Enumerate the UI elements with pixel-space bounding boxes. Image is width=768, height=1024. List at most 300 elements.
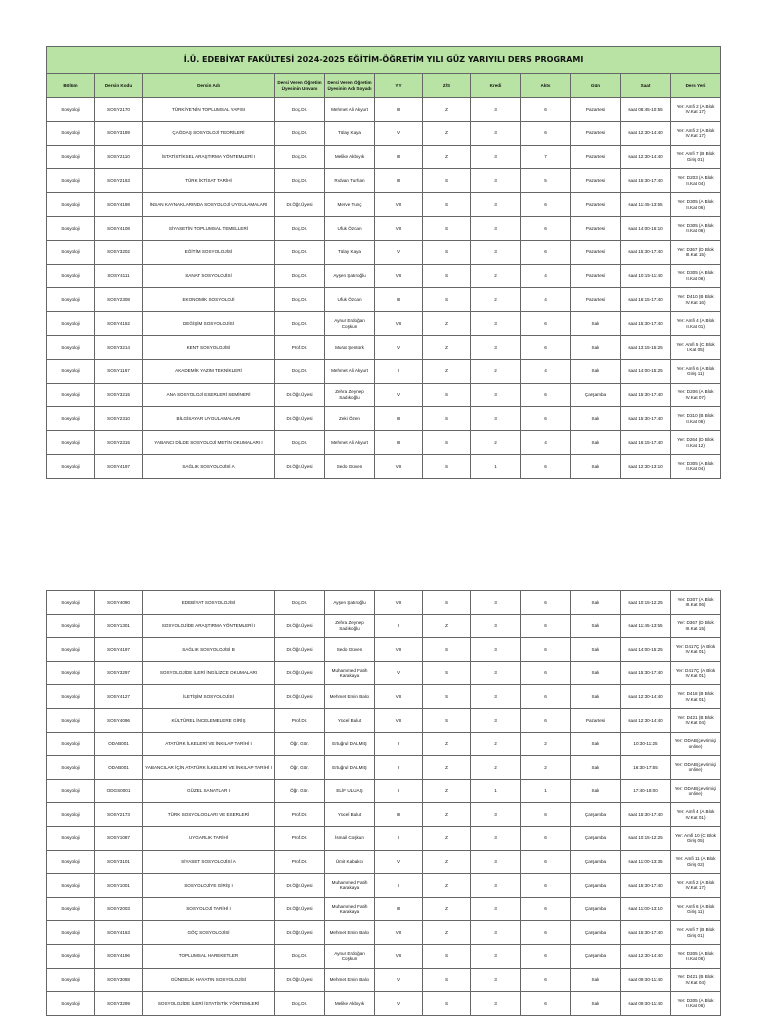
cell-ects: 6 bbox=[521, 407, 571, 431]
table-row bbox=[47, 661, 721, 685]
cell-time: saat 15:30-17:40 bbox=[621, 407, 671, 431]
cell-instructor-name: Mehmet Emin Balcı bbox=[325, 968, 375, 992]
cell-semester: VII bbox=[375, 921, 423, 945]
cell-ects: 4 bbox=[521, 288, 571, 312]
cell-course-name: DEĞİŞİM SOSYOLOJİSİ bbox=[143, 312, 275, 336]
column-header-instructor-title: Dersi Veren Öğretim Üyesinin Unvanı bbox=[275, 74, 325, 98]
table-row bbox=[47, 264, 721, 288]
table-row bbox=[47, 169, 721, 193]
table-row bbox=[47, 921, 721, 945]
cell-course-code: ODAB001 bbox=[95, 732, 143, 756]
cell-department: Sosyoloji bbox=[47, 921, 95, 945]
cell-semester: VII bbox=[375, 591, 423, 615]
cell-course-code: SOSY3088 bbox=[95, 968, 143, 992]
cell-instructor-name: Mehmet Ali Akyurt bbox=[325, 431, 375, 455]
cell-department: Sosyoloji bbox=[47, 874, 95, 898]
cell-day: Çarşamba bbox=[571, 874, 621, 898]
cell-course-name: EKONOMİK SOSYOLOJİ bbox=[143, 288, 275, 312]
cell-course-name: İLETİŞİM SOSYOLOJİSİ bbox=[143, 685, 275, 709]
cell-course-code: SOSY4152 bbox=[95, 312, 143, 336]
cell-ects: 6 bbox=[521, 614, 571, 638]
cell-course-code: SOSY3101 bbox=[95, 850, 143, 874]
table-row bbox=[47, 708, 721, 732]
cell-type: S bbox=[423, 968, 471, 992]
cell-time: saat 14:00-15:25 bbox=[621, 638, 671, 662]
cell-time: saat 11:45-13:55 bbox=[621, 193, 671, 217]
cell-ects: 6 bbox=[521, 708, 571, 732]
cell-instructor-title: Dr.Öğr.Üyesi bbox=[275, 897, 325, 921]
cell-instructor-title: Doç.Dr. bbox=[275, 992, 325, 1016]
cell-day: Çarşamba bbox=[571, 383, 621, 407]
cell-semester: I bbox=[375, 614, 423, 638]
cell-time: saat 16:15-17:40 bbox=[621, 288, 671, 312]
cell-department: Sosyoloji bbox=[47, 335, 95, 359]
cell-semester: III bbox=[375, 169, 423, 193]
cell-instructor-name: Muhammed Fatih Karakaya bbox=[325, 661, 375, 685]
cell-department: Sosyoloji bbox=[47, 383, 95, 407]
cell-department: Sosyoloji bbox=[47, 826, 95, 850]
cell-location: Yer: D421 (B Blok IV.Kat 04) bbox=[671, 968, 721, 992]
cell-semester: V bbox=[375, 850, 423, 874]
cell-day: Salı bbox=[571, 431, 621, 455]
cell-location: Yer: D417Ç (A Blok IV.Kat 01) bbox=[671, 638, 721, 662]
cell-semester: I bbox=[375, 359, 423, 383]
schedule-table-page-2 bbox=[46, 590, 721, 1016]
cell-location: Yer: D305 (A Blok II.Kat 06) bbox=[671, 193, 721, 217]
cell-time: saat 14:00-15:25 bbox=[621, 359, 671, 383]
cell-credit: 3 bbox=[471, 383, 521, 407]
cell-course-name: TÜRK İKTİSAT TARİHİ bbox=[143, 169, 275, 193]
cell-day: Çarşamba bbox=[571, 803, 621, 827]
cell-course-code: SOSY1167 bbox=[95, 359, 143, 383]
cell-location: Yer: Amfi 6 (A Blok Giriş 11) bbox=[671, 359, 721, 383]
cell-instructor-name: Ayşen Şatıroğlu bbox=[325, 591, 375, 615]
cell-department: Sosyoloji bbox=[47, 312, 95, 336]
cell-credit: 3 bbox=[471, 638, 521, 662]
cell-credit: 2 bbox=[471, 431, 521, 455]
cell-ects: 6 bbox=[521, 803, 571, 827]
cell-time: saat 12:30-14:40 bbox=[621, 121, 671, 145]
cell-semester: III bbox=[375, 897, 423, 921]
cell-day: Pazartesi bbox=[571, 288, 621, 312]
cell-instructor-title: Dr.Öğr.Üyesi bbox=[275, 193, 325, 217]
cell-location: Yer: ODAB(çevrimiçi online) bbox=[671, 779, 721, 803]
cell-department: Sosyoloji bbox=[47, 850, 95, 874]
cell-ects: 6 bbox=[521, 335, 571, 359]
cell-instructor-name: Yücel Bulut bbox=[325, 803, 375, 827]
cell-semester: III bbox=[375, 407, 423, 431]
cell-course-name: GÜNDELİK HAYATIN SOSYOLOJİSİ bbox=[143, 968, 275, 992]
cell-ects: 2 bbox=[521, 732, 571, 756]
cell-credit: 3 bbox=[471, 614, 521, 638]
cell-day: Pazartesi bbox=[571, 121, 621, 145]
cell-semester: VII bbox=[375, 454, 423, 478]
cell-location: Yer: ODAB(çevrimiçi online) bbox=[671, 756, 721, 780]
cell-type: Z bbox=[423, 98, 471, 122]
table-row bbox=[47, 944, 721, 968]
cell-instructor-name: Ayşen Şatıroğlu bbox=[325, 264, 375, 288]
cell-credit: 3 bbox=[471, 826, 521, 850]
cell-ects: 6 bbox=[521, 591, 571, 615]
cell-semester: VII bbox=[375, 685, 423, 709]
cell-course-name: SOSYOLOJİYE GİRİŞ I bbox=[143, 874, 275, 898]
cell-course-name: BİLGİSAYAR UYGULAMALARI bbox=[143, 407, 275, 431]
cell-course-name: GÜZEL SANATLAR I bbox=[143, 779, 275, 803]
column-header-semester: YY bbox=[375, 74, 423, 98]
cell-credit: 3 bbox=[471, 169, 521, 193]
cell-type: S bbox=[423, 944, 471, 968]
cell-course-code: SOSY4108 bbox=[95, 216, 143, 240]
cell-location: Yer: D305 (A Blok II.Kat 06) bbox=[671, 944, 721, 968]
cell-semester: VII bbox=[375, 638, 423, 662]
cell-time: saat 09:30-11:40 bbox=[621, 992, 671, 1016]
header-row bbox=[47, 74, 721, 98]
cell-instructor-title: Doç.Dr. bbox=[275, 240, 325, 264]
cell-department: Sosyoloji bbox=[47, 169, 95, 193]
table-row bbox=[47, 359, 721, 383]
cell-ects: 6 bbox=[521, 121, 571, 145]
cell-location: Yer: Amfi 4 (A Blok II.Kat 01) bbox=[671, 312, 721, 336]
cell-semester: V bbox=[375, 661, 423, 685]
cell-ects: 6 bbox=[521, 98, 571, 122]
cell-credit: 3 bbox=[471, 216, 521, 240]
table-row bbox=[47, 431, 721, 455]
cell-course-code: SOSY4127 bbox=[95, 685, 143, 709]
cell-department: Sosyoloji bbox=[47, 264, 95, 288]
table-body bbox=[47, 591, 721, 1016]
cell-course-code: ODGS0001 bbox=[95, 779, 143, 803]
cell-time: saat 15:30-17:40 bbox=[621, 874, 671, 898]
cell-ects: 6 bbox=[521, 638, 571, 662]
cell-course-name: EDEBİYAT SOSYOLOJİSİ bbox=[143, 591, 275, 615]
cell-ects: 6 bbox=[521, 826, 571, 850]
table-row bbox=[47, 685, 721, 709]
cell-location: Yer: D367 (D Blok III.Kat 15) bbox=[671, 240, 721, 264]
cell-instructor-name: Muhammed Fatih Karakaya bbox=[325, 874, 375, 898]
cell-course-code: SOSY4198 bbox=[95, 193, 143, 217]
cell-department: Sosyoloji bbox=[47, 661, 95, 685]
cell-day: Pazartesi bbox=[571, 708, 621, 732]
cell-location: Yer: D206 (A Blok IV.Kat 07) bbox=[671, 383, 721, 407]
cell-location: Yer: ODAB(çevrimiçi online) bbox=[671, 732, 721, 756]
cell-ects: 1 bbox=[521, 779, 571, 803]
cell-instructor-name: Ertuğrul DALMIŞ bbox=[325, 732, 375, 756]
cell-location: Yer: Amfi 7 (B Blok Giriş 01) bbox=[671, 921, 721, 945]
cell-ects: 6 bbox=[521, 874, 571, 898]
cell-credit: 2 bbox=[471, 359, 521, 383]
cell-course-code: SOSY4197 bbox=[95, 454, 143, 478]
cell-ects: 6 bbox=[521, 240, 571, 264]
table-row bbox=[47, 193, 721, 217]
cell-ects: 6 bbox=[521, 193, 571, 217]
cell-course-name: GÖÇ SOSYOLOJİSİ bbox=[143, 921, 275, 945]
cell-course-name: YABANCI DİLDE SOSYOLOJİ METİN OKUMALARI I bbox=[143, 431, 275, 455]
cell-day: Salı bbox=[571, 407, 621, 431]
table-row bbox=[47, 240, 721, 264]
cell-credit: 3 bbox=[471, 312, 521, 336]
cell-type: S bbox=[423, 193, 471, 217]
cell-time: saat 12:30-14:40 bbox=[621, 145, 671, 169]
table-row bbox=[47, 850, 721, 874]
cell-department: Sosyoloji bbox=[47, 992, 95, 1016]
cell-day: Pazartesi bbox=[571, 216, 621, 240]
cell-semester: VII bbox=[375, 312, 423, 336]
cell-instructor-name: Melike Akbıyık bbox=[325, 992, 375, 1016]
cell-type: S bbox=[423, 288, 471, 312]
cell-semester: III bbox=[375, 803, 423, 827]
cell-course-code: SOSY4090 bbox=[95, 591, 143, 615]
cell-course-name: ATATÜRK İLKELERİ VE İNKILAP TARİHİ I bbox=[143, 732, 275, 756]
cell-location: Yer: D305 (A Blok II.Kat 06) bbox=[671, 264, 721, 288]
cell-instructor-name: Aynur Erdoğan Coşkun bbox=[325, 944, 375, 968]
cell-location: Yer: D305 (A Blok II.Kat 06) bbox=[671, 992, 721, 1016]
cell-course-code: SOSY1301 bbox=[95, 614, 143, 638]
cell-time: saat 12:30-14:40 bbox=[621, 685, 671, 709]
cell-day: Salı bbox=[571, 454, 621, 478]
cell-credit: 2 bbox=[471, 756, 521, 780]
cell-department: Sosyoloji bbox=[47, 685, 95, 709]
cell-semester: I bbox=[375, 874, 423, 898]
cell-type: Z bbox=[423, 779, 471, 803]
cell-location: Yer: Amfi 2 (A Blok IV.Kat 17) bbox=[671, 874, 721, 898]
schedule-title: İ.Ü. EDEBİYAT FAKÜLTESİ 2024-2025 EĞİTİM-ÖĞRETİM YILI GÜZ YARIYILI DERS PROGRAMI bbox=[47, 47, 721, 74]
cell-credit: 3 bbox=[471, 708, 521, 732]
cell-time: 16:30-17:55 bbox=[621, 756, 671, 780]
cell-location: Yer: D418 (B Blok IV.Kat 01) bbox=[671, 685, 721, 709]
cell-instructor-name: Melike Akbıyık bbox=[325, 145, 375, 169]
cell-time: saat 15:30-17:40 bbox=[621, 312, 671, 336]
cell-time: saat 15:30-17:40 bbox=[621, 803, 671, 827]
cell-course-code: SOSY4163 bbox=[95, 921, 143, 945]
table-row bbox=[47, 756, 721, 780]
cell-type: S bbox=[423, 992, 471, 1016]
cell-course-name: KENT SOSYOLOJİSİ bbox=[143, 335, 275, 359]
cell-department: Sosyoloji bbox=[47, 968, 95, 992]
table-row bbox=[47, 992, 721, 1016]
cell-department: Sosyoloji bbox=[47, 614, 95, 638]
cell-course-code: SOSY2315 bbox=[95, 431, 143, 455]
cell-location: Yer: D305 (A Blok II.Kat 06) bbox=[671, 216, 721, 240]
cell-instructor-name: Zehra Zeynep Sadıkoğlu bbox=[325, 383, 375, 407]
cell-instructor-title: Doç.Dr. bbox=[275, 169, 325, 193]
cell-instructor-title: Doç.Dr. bbox=[275, 312, 325, 336]
cell-time: saat 12:30-14:40 bbox=[621, 944, 671, 968]
cell-type: S bbox=[423, 383, 471, 407]
cell-course-name: SİYASETİN TOPLUMSAL TEMELLERİ bbox=[143, 216, 275, 240]
cell-instructor-name: Murat Şentürk bbox=[325, 335, 375, 359]
cell-ects: 4 bbox=[521, 431, 571, 455]
column-header-ects: Akts bbox=[521, 74, 571, 98]
table-row bbox=[47, 826, 721, 850]
cell-type: S bbox=[423, 216, 471, 240]
cell-time: saat 16:15-17:40 bbox=[621, 431, 671, 455]
cell-time: saat 12:30-13:10 bbox=[621, 454, 671, 478]
cell-time: saat 12:30-14:40 bbox=[621, 708, 671, 732]
cell-day: Salı bbox=[571, 968, 621, 992]
cell-semester: VII bbox=[375, 216, 423, 240]
cell-credit: 1 bbox=[471, 454, 521, 478]
cell-ects: 6 bbox=[521, 921, 571, 945]
cell-instructor-name: Zeki Özen bbox=[325, 407, 375, 431]
cell-instructor-title: Doç.Dr. bbox=[275, 121, 325, 145]
cell-course-code: SOSY4197 bbox=[95, 638, 143, 662]
cell-type: Z bbox=[423, 732, 471, 756]
cell-course-code: SOSY4096 bbox=[95, 708, 143, 732]
cell-instructor-title: Dr.Öğr.Üyesi bbox=[275, 968, 325, 992]
cell-credit: 3 bbox=[471, 944, 521, 968]
column-header-credit: Kredi bbox=[471, 74, 521, 98]
cell-instructor-title: Doç.Dr. bbox=[275, 98, 325, 122]
cell-department: Sosyoloji bbox=[47, 708, 95, 732]
cell-instructor-name: Ufuk Özcan bbox=[325, 216, 375, 240]
cell-day: Pazartesi bbox=[571, 145, 621, 169]
cell-department: Sosyoloji bbox=[47, 732, 95, 756]
cell-course-name: SOSYOLOJİ TARİHİ I bbox=[143, 897, 275, 921]
cell-instructor-name: Tülay Kaya bbox=[325, 240, 375, 264]
cell-credit: 3 bbox=[471, 874, 521, 898]
column-header-course-code: Dersin Kodu bbox=[95, 74, 143, 98]
cell-location: Yer: Amfi 6 (A Blok Giriş 11) bbox=[671, 897, 721, 921]
cell-department: Sosyoloji bbox=[47, 407, 95, 431]
cell-ects: 6 bbox=[521, 685, 571, 709]
cell-course-code: SOSY2110 bbox=[95, 145, 143, 169]
cell-location: Yer: D310 (B Blok II.Kat 06) bbox=[671, 407, 721, 431]
table-row bbox=[47, 874, 721, 898]
cell-course-name: TÜRKİYE'NİN TOPLUMSAL YAPISI bbox=[143, 98, 275, 122]
cell-day: Salı bbox=[571, 756, 621, 780]
cell-department: Sosyoloji bbox=[47, 756, 95, 780]
cell-department: Sosyoloji bbox=[47, 288, 95, 312]
cell-course-name: TÜRK SOSYOLOGLARI VE ESERLERİ bbox=[143, 803, 275, 827]
cell-instructor-name: Mehmet Ali Akyurt bbox=[325, 98, 375, 122]
cell-type: Z bbox=[423, 614, 471, 638]
cell-credit: 3 bbox=[471, 803, 521, 827]
cell-type: Z bbox=[423, 803, 471, 827]
cell-day: Pazartesi bbox=[571, 240, 621, 264]
cell-instructor-title: Öğr. Gör. bbox=[275, 732, 325, 756]
cell-department: Sosyoloji bbox=[47, 591, 95, 615]
cell-instructor-title: Prof.Dr. bbox=[275, 708, 325, 732]
cell-semester: V bbox=[375, 240, 423, 264]
cell-instructor-name: Ertuğrul DALMIŞ bbox=[325, 756, 375, 780]
cell-ects: 6 bbox=[521, 897, 571, 921]
cell-instructor-title: Prof.Dr. bbox=[275, 803, 325, 827]
column-header-day: Gün bbox=[571, 74, 621, 98]
cell-instructor-name: Merve Tunç bbox=[325, 193, 375, 217]
cell-credit: 3 bbox=[471, 335, 521, 359]
cell-day: Çarşamba bbox=[571, 897, 621, 921]
cell-instructor-title: Doç.Dr. bbox=[275, 288, 325, 312]
cell-type: S bbox=[423, 685, 471, 709]
cell-instructor-title: Doç.Dr. bbox=[275, 264, 325, 288]
cell-course-name: SİYASET SOSYOLOJİSİ A bbox=[143, 850, 275, 874]
cell-course-code: SOSY1001 bbox=[95, 874, 143, 898]
cell-credit: 3 bbox=[471, 407, 521, 431]
cell-instructor-name: Ümit Kabakcı bbox=[325, 850, 375, 874]
cell-day: Salı bbox=[571, 312, 621, 336]
cell-course-code: SOSY1087 bbox=[95, 826, 143, 850]
table-row bbox=[47, 407, 721, 431]
cell-location: Yer: D305 (A Blok II.Kat 04) bbox=[671, 454, 721, 478]
cell-semester: V bbox=[375, 383, 423, 407]
cell-credit: 2 bbox=[471, 264, 521, 288]
cell-course-name: SAĞLIK SOSYOLOJİSİ B bbox=[143, 638, 275, 662]
cell-semester: I bbox=[375, 732, 423, 756]
cell-day: Salı bbox=[571, 359, 621, 383]
cell-instructor-title: Dr.Öğr.Üyesi bbox=[275, 614, 325, 638]
cell-time: saat 15:30-17:40 bbox=[621, 661, 671, 685]
cell-course-code: SOSY3297 bbox=[95, 661, 143, 685]
cell-instructor-name: Sedo Güven bbox=[325, 454, 375, 478]
cell-location: Yer: D417Ç (A Blok IV.Kat 01) bbox=[671, 661, 721, 685]
column-header-time: Saat bbox=[621, 74, 671, 98]
cell-semester: III bbox=[375, 98, 423, 122]
cell-course-code: SOSY3189 bbox=[95, 121, 143, 145]
cell-time: saat 14:00-16:10 bbox=[621, 216, 671, 240]
cell-instructor-name: Muhammed Fatih Karakaya bbox=[325, 897, 375, 921]
cell-location: Yer: Amfi 7 (B Blok Giriş 01) bbox=[671, 145, 721, 169]
cell-course-code: SOSY2310 bbox=[95, 407, 143, 431]
cell-ects: 4 bbox=[521, 359, 571, 383]
cell-type: S bbox=[423, 169, 471, 193]
cell-ects: 6 bbox=[521, 454, 571, 478]
cell-instructor-title: Dr.Öğr.Üyesi bbox=[275, 454, 325, 478]
cell-semester: V bbox=[375, 335, 423, 359]
cell-course-name: UYGARLIK TARİHİ bbox=[143, 826, 275, 850]
cell-course-code: SOSY2003 bbox=[95, 897, 143, 921]
cell-instructor-name: Zehra Zeynep Sadıkoğlu bbox=[325, 614, 375, 638]
cell-course-name: ÇAĞDAŞ SOSYOLOJİ TEORİLERİ bbox=[143, 121, 275, 145]
cell-instructor-name: İsmail Coşkun bbox=[325, 826, 375, 850]
cell-credit: 2 bbox=[471, 732, 521, 756]
cell-instructor-name: Ufuk Özcan bbox=[325, 288, 375, 312]
cell-credit: 3 bbox=[471, 850, 521, 874]
cell-location: Yer: Amfi 2 (A Blok IV.Kat 17) bbox=[671, 121, 721, 145]
table-row bbox=[47, 803, 721, 827]
cell-credit: 3 bbox=[471, 685, 521, 709]
cell-semester: I bbox=[375, 779, 423, 803]
table-row bbox=[47, 779, 721, 803]
cell-ects: 6 bbox=[521, 968, 571, 992]
cell-location: Yer: Amfi 10 (C Blok Giriş 05) bbox=[671, 826, 721, 850]
table-row bbox=[47, 121, 721, 145]
cell-location: Yer: D264 (D Blok II.Kat 12) bbox=[671, 431, 721, 455]
cell-type: S bbox=[423, 431, 471, 455]
cell-course-code: SOSY3299 bbox=[95, 992, 143, 1016]
cell-credit: 3 bbox=[471, 591, 521, 615]
cell-location: Yer: D421 (B Blok IV.Kat 04) bbox=[671, 708, 721, 732]
cell-department: Sosyoloji bbox=[47, 98, 95, 122]
cell-department: Sosyoloji bbox=[47, 240, 95, 264]
cell-day: Çarşamba bbox=[571, 944, 621, 968]
title-row bbox=[47, 47, 721, 74]
cell-location: Yer: Amfi 5 (C Blok I.Kat 05) bbox=[671, 335, 721, 359]
cell-location: Yer: Amfi 2 (A Blok IV.Kat 17) bbox=[671, 98, 721, 122]
cell-department: Sosyoloji bbox=[47, 454, 95, 478]
table-row bbox=[47, 614, 721, 638]
cell-day: Salı bbox=[571, 638, 621, 662]
cell-location: Yer: D307 (A Blok III.Kat 06) bbox=[671, 591, 721, 615]
table-row bbox=[47, 288, 721, 312]
cell-instructor-name: Aynur Erdoğan Coşkun bbox=[325, 312, 375, 336]
cell-credit: 2 bbox=[471, 288, 521, 312]
cell-semester: V bbox=[375, 968, 423, 992]
cell-semester: V bbox=[375, 992, 423, 1016]
cell-semester: I bbox=[375, 826, 423, 850]
cell-credit: 1 bbox=[471, 779, 521, 803]
cell-department: Sosyoloji bbox=[47, 145, 95, 169]
cell-course-code: SOSY2308 bbox=[95, 288, 143, 312]
